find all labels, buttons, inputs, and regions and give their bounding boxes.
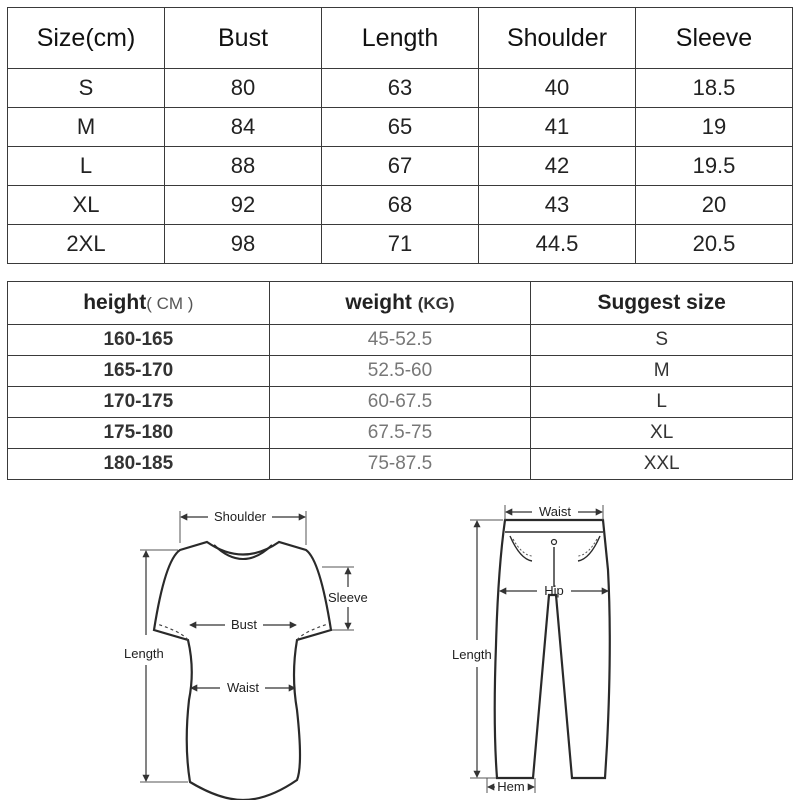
sleeve-cell: 20 bbox=[636, 186, 793, 225]
shoulder-cell: 42 bbox=[479, 147, 636, 186]
pants-waist-label: Waist bbox=[538, 504, 572, 519]
hip-label: Hip bbox=[544, 583, 564, 598]
suggest-size-cell: L bbox=[531, 387, 793, 418]
height-cell: 170-175 bbox=[8, 387, 270, 418]
size-cell: L bbox=[8, 147, 165, 186]
shoulder-label: Shoulder bbox=[213, 509, 267, 524]
suggest-size-cell: XXL bbox=[531, 449, 793, 480]
sleeve-cell: 19.5 bbox=[636, 147, 793, 186]
shoulder-cell: 44.5 bbox=[479, 225, 636, 264]
length-cell: 67 bbox=[322, 147, 479, 186]
sleeve-cell: 18.5 bbox=[636, 69, 793, 108]
header-length: Length bbox=[322, 8, 479, 69]
table-row bbox=[8, 325, 793, 356]
height-cell: 165-170 bbox=[8, 356, 270, 387]
table-row bbox=[8, 69, 793, 108]
header-bust: Bust bbox=[165, 8, 322, 69]
bust-cell: 88 bbox=[165, 147, 322, 186]
header-height bbox=[8, 282, 270, 325]
header-height-unit: ( CM ) bbox=[146, 294, 194, 313]
size-cell: S bbox=[8, 69, 165, 108]
size-suggestion-table bbox=[7, 281, 793, 480]
suggest-size-cell: S bbox=[531, 325, 793, 356]
sleeve-cell: 19 bbox=[636, 108, 793, 147]
bust-cell: 92 bbox=[165, 186, 322, 225]
table-row bbox=[8, 449, 793, 480]
suggest-size-cell: M bbox=[531, 356, 793, 387]
table-row bbox=[8, 108, 793, 147]
shoulder-cell: 40 bbox=[479, 69, 636, 108]
length-cell: 68 bbox=[322, 186, 479, 225]
pants-button bbox=[552, 540, 557, 545]
height-cell: 160-165 bbox=[8, 325, 270, 356]
table-row bbox=[8, 418, 793, 449]
hem-label: Hem bbox=[497, 779, 525, 794]
shoulder-cell: 41 bbox=[479, 108, 636, 147]
header-size: Size(cm) bbox=[8, 8, 165, 69]
header-weight-unit: (KG) bbox=[417, 294, 455, 313]
header-sleeve: Sleeve bbox=[636, 8, 793, 69]
size-chart-table bbox=[7, 7, 793, 264]
table-row bbox=[8, 387, 793, 418]
height-cell: 175-180 bbox=[8, 418, 270, 449]
suggestion-header-row bbox=[8, 282, 793, 325]
table-row bbox=[8, 147, 793, 186]
size-cell: M bbox=[8, 108, 165, 147]
weight-cell: 60-67.5 bbox=[269, 387, 531, 418]
pants-length-label: Length bbox=[452, 647, 492, 662]
bust-cell: 98 bbox=[165, 225, 322, 264]
table-row bbox=[8, 356, 793, 387]
header-height-label: height bbox=[83, 291, 147, 314]
table-row bbox=[8, 186, 793, 225]
length-cell: 65 bbox=[322, 108, 479, 147]
header-shoulder: Shoulder bbox=[479, 8, 636, 69]
size-chart-header-row bbox=[8, 8, 793, 69]
pants-outline bbox=[495, 520, 610, 778]
size-cell: XL bbox=[8, 186, 165, 225]
sleeve-label: Sleeve bbox=[328, 590, 368, 605]
tshirt-diagram bbox=[124, 509, 368, 800]
header-suggest-size: Suggest size bbox=[531, 282, 793, 325]
shoulder-cell: 43 bbox=[479, 186, 636, 225]
suggest-size-cell: XL bbox=[531, 418, 793, 449]
length-cell: 71 bbox=[322, 225, 479, 264]
table-row bbox=[8, 225, 793, 264]
weight-cell: 67.5-75 bbox=[269, 418, 531, 449]
header-weight bbox=[269, 282, 531, 325]
bust-cell: 80 bbox=[165, 69, 322, 108]
height-cell: 180-185 bbox=[8, 449, 270, 480]
tshirt-outline bbox=[154, 542, 331, 800]
bust-label: Bust bbox=[230, 617, 258, 632]
sleeve-cell: 20.5 bbox=[636, 225, 793, 264]
size-cell: 2XL bbox=[8, 225, 165, 264]
weight-cell: 45-52.5 bbox=[269, 325, 531, 356]
waist-label: Waist bbox=[226, 680, 260, 695]
header-weight-label: weight bbox=[345, 291, 412, 314]
garment-measurement-diagrams bbox=[0, 495, 800, 800]
bust-cell: 84 bbox=[165, 108, 322, 147]
pants-diagram bbox=[452, 504, 610, 794]
weight-cell: 52.5-60 bbox=[269, 356, 531, 387]
tshirt-collar bbox=[214, 545, 272, 559]
length-cell: 63 bbox=[322, 69, 479, 108]
length-label: Length bbox=[124, 646, 164, 661]
weight-cell: 75-87.5 bbox=[269, 449, 531, 480]
